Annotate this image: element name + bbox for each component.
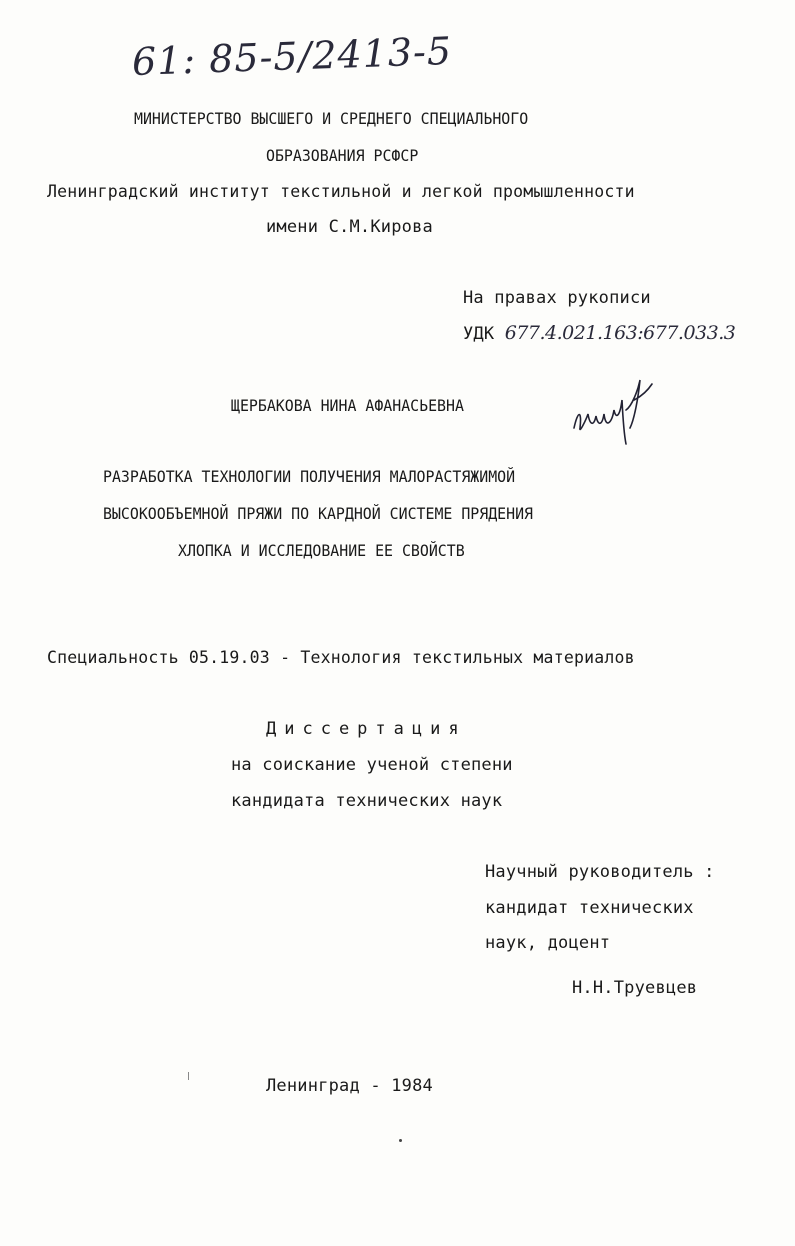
scan-speck [188, 1072, 189, 1080]
dissertation-heading: Диссертация [266, 719, 467, 739]
specialty-line: Специальность 05.19.03 - Технология текстильных материалов [47, 648, 635, 667]
supervisor-degree-1: кандидат технических [485, 898, 694, 918]
udk-value: 677.4.021.163:677.033.3 [504, 322, 736, 344]
dissertation-degree-line: на соискание ученой степени [231, 755, 513, 775]
ministry-line-1: МИНИСТЕРСТВО ВЫСШЕГО И СРЕДНЕГО СПЕЦИАЛЬНОГО [134, 109, 529, 128]
dissertation-field-line: кандидата технических наук [231, 791, 503, 811]
author-name: ЩЕРБАКОВА НИНА АФАНАСЬЕВНА [231, 396, 464, 415]
scan-speck [399, 1139, 402, 1142]
named-after: имени С.М.Кирова [266, 217, 433, 237]
supervisor-name: Н.Н.Труевцев [572, 978, 698, 998]
place-year: Ленинград - 1984 [266, 1076, 433, 1096]
title-line-3: ХЛОПКА И ИССЛЕДОВАНИЕ ЕЕ СВОЙСТВ [178, 541, 465, 560]
supervisor-label: Научный руководитель : [485, 862, 715, 882]
udk-label: УДК [463, 324, 495, 344]
udk-line [463, 322, 735, 345]
author-signature [568, 370, 658, 450]
ministry-line-2: ОБРАЗОВАНИЯ РСФСР [266, 146, 419, 165]
supervisor-degree-2: наук, доцент [485, 933, 611, 953]
archive-code: 61: 85-5/2413-5 [131, 28, 453, 84]
title-line-1: РАЗРАБОТКА ТЕХНОЛОГИИ ПОЛУЧЕНИЯ МАЛОРАСТЯЖИМОЙ [103, 467, 516, 486]
institute-name: Ленинградский институт текстильной и легкой промышленности [47, 182, 635, 201]
manuscript-rights: На правах рукописи [463, 288, 651, 308]
title-line-2: ВЫСОКООБЪЕМНОЙ ПРЯЖИ ПО КАРДНОЙ СИСТЕМЕ ПРЯДЕНИЯ [103, 504, 534, 523]
